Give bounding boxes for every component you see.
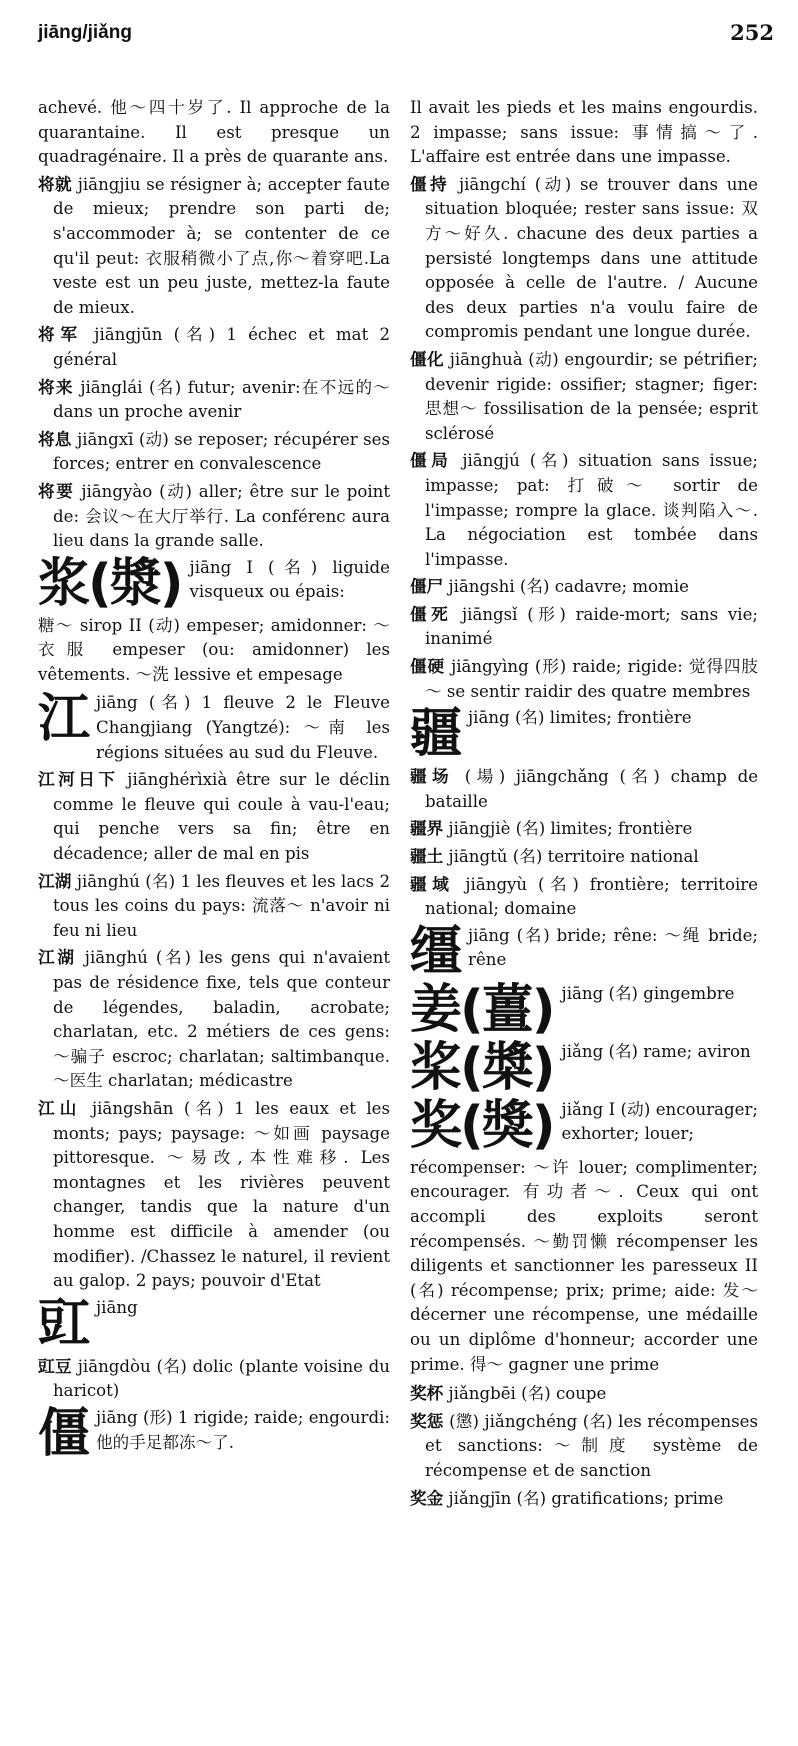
head-character: 缰 — [410, 923, 461, 980]
head-definition: jiāng — [96, 1297, 138, 1317]
head-character-entry — [410, 924, 758, 980]
entry-definition: jiāngtǔ (名) territoire national — [443, 847, 699, 867]
entry-headword: 江湖 — [38, 947, 77, 968]
head-character-entry — [38, 691, 390, 765]
head-character: 江 — [38, 691, 89, 750]
entry-continuation: Il avait les pieds et les mains engourdis. 2 impasse; sans issue: 事情搞～了. L'affaire est entrée dans une impasse. — [410, 98, 758, 167]
dictionary-entry — [410, 1486, 758, 1512]
entry-definition: jiāngjūn (名) 1 échec et mat 2 général — [53, 325, 391, 369]
entry-headword: 将来 — [38, 376, 74, 397]
entry-headword: 豇豆 — [38, 1355, 73, 1376]
entry-definition: jiāngsǐ (形) raide-mort; sans vie; inanimé — [425, 604, 758, 649]
entry-definition: jiǎngjīn (名) gratifications; prime — [443, 1488, 724, 1508]
dictionary-entry — [410, 448, 758, 572]
entry-headword: 僵硬 — [410, 656, 445, 677]
entry-definition: jiǎngbēi (名) coupe — [443, 1384, 607, 1404]
dictionary-entry — [410, 844, 758, 870]
head-definition: jiāng I (名) liguide visqueux ou épais: — [189, 557, 390, 602]
entry-definition: jiānghú (名) 1 les fleuves et les lacs 2 tous les coins du pays: 流落～ n'avoir ni feu ni lieu — [53, 871, 390, 940]
head-definition: jiāng (形) 1 rigide; raide; engourdi: 他的手足都冻～了. — [96, 1407, 390, 1452]
entry-headword: 疆土 — [410, 846, 444, 867]
dictionary-entry — [410, 1381, 758, 1407]
entry-headword: 僵化 — [410, 348, 445, 369]
entry-headword: 疆界 — [410, 818, 444, 839]
page-number: 252 — [730, 20, 774, 45]
head-character: 僵 — [38, 1405, 89, 1462]
head-character-entry — [410, 706, 758, 762]
head-definition-continued: récompenser: ～许 louer; complimenter; encourager. 有功者～. Ceux qui ont accompli des exploits seront récompensés. ～勤罚懒 récompenser les diligents et sanctionner les paresseux II (名) récompense; prix; prime; aide: 发～ décerner une récompense, une médaille ou un diplôme d'honneur; accorder une prime. 得～ gagner une prime — [410, 1157, 758, 1374]
entry-definition: jiāngshi (名) cadavre; momie — [443, 577, 689, 597]
entry-headword: 僵尸 — [410, 576, 444, 597]
head-definition: jiāng (名) bride; rêne: ～绳 bride; rêne — [468, 925, 758, 970]
entry-headword: 江河日下 — [38, 769, 119, 790]
head-character: 豇 — [38, 1295, 89, 1352]
entry-headword: 将就 — [38, 173, 73, 194]
dictionary-entry — [410, 172, 758, 345]
dictionary-entry — [38, 322, 390, 372]
head-character-entry — [410, 1098, 758, 1154]
entry-definition: jiāngchí (动) se trouver dans une situation bloquée; rester sans issue: 双方～好久. chacune des deux parties a persisté longtemps dans une attitude opposée à celle de l'autre. / Aucune des deux parties n'a voulu faire de compromis pendant une longue durée. — [425, 174, 759, 342]
entry-headword: 僵死 — [410, 603, 453, 624]
dictionary-entry — [410, 654, 758, 704]
dictionary-entry — [38, 479, 390, 554]
entry-definition: jiāngshān (名) 1 les eaux et les monts; pays; paysage: ～如画 paysage pittoresque. ～易改,本性难移. Les montagnes et les rivières peuvent changer, tandis que la nature d'un homme est difficile à amender (ou modifier). /Chassez le naturel, il revient au galop. 2 pays; pouvoir d'Etat — [53, 1098, 391, 1291]
entry-continuation: achevé. 他～四十岁了. Il approche de la quarantaine. Il est presque un quadragénaire. Il a près de quarante ans. — [38, 98, 390, 167]
running-head: jiāng/jiǎng — [38, 22, 132, 43]
entry-headword: 疆域 — [410, 873, 455, 894]
dictionary-entry — [410, 764, 758, 814]
entry-definition: jiāngyào (动) aller; être sur le point de: 会议～在大厅举行. La conférenc aura lieu dans la grande salle. — [53, 481, 391, 551]
head-definition: jiǎng I (动) encourager; exhorter; louer; — [561, 1099, 758, 1144]
head-character: 奖(獎) — [410, 1097, 554, 1154]
head-definition: jiāng (名) limites; frontière — [468, 708, 692, 728]
entry-definition: jiānglái (名) futur; avenir:在不远的～ dans un proche avenir — [53, 377, 390, 422]
entry-headword: 僵局 — [410, 450, 453, 471]
entry-definition: jiāngjiè (名) limites; frontière — [443, 819, 693, 839]
entry-headword: 将军 — [38, 324, 84, 345]
head-character-entry — [38, 1296, 390, 1352]
head-character-entry — [410, 1040, 758, 1096]
dictionary-entry — [38, 427, 390, 477]
entry-definition: jiāngjú (名) situation sans issue; impasse; pat: 打破～ sortir de l'impasse; rompre la glace. 谈判陷入～. La négociation est tombée dans l'impasse. — [425, 451, 758, 569]
dictionary-entry — [410, 347, 758, 446]
head-character: 桨(槳) — [410, 1039, 554, 1096]
dictionary-entry — [410, 816, 758, 842]
entry-definition: jiāngdòu (名) dolic (plante voisine du haricot) — [53, 1356, 390, 1401]
entry-definition: jiānghérìxià être sur le déclin comme le fleuve qui coule à vau-l'eau; qui penche vers sa fin; être en décadence; aller de mal en pis — [53, 770, 391, 864]
dictionary-entry — [38, 1354, 390, 1404]
dictionary-entry — [410, 1409, 758, 1484]
head-definition-continued: 糖～ sirop II (动) empeser; amidonner: ～衣服 empeser (ou: amidonner) les vêtements. ～洗 lessive et empesage — [38, 615, 390, 684]
head-character: 姜(薑) — [410, 981, 554, 1038]
head-character: 浆(漿) — [38, 555, 182, 612]
head-character-entry — [38, 1406, 390, 1462]
dictionary-entry — [38, 945, 390, 1094]
entry-headword: 疆场 — [410, 766, 455, 787]
dictionary-entry — [410, 602, 758, 652]
entry-headword: 将息 — [38, 428, 72, 449]
entry-headword: 江湖 — [38, 870, 72, 891]
head-definition: jiāng (名) 1 fleuve 2 le Fleuve Changjiang (Yangtzé): ～南 les régions situées au sud du Fleuve. — [96, 693, 390, 762]
head-definition: jiāng (名) gingembre — [561, 983, 735, 1003]
entry-definition: jiāngyù (名) frontière; territoire national; domaine — [425, 874, 758, 919]
dictionary-entry — [410, 872, 758, 922]
entry-definition: jiāngjiu se résigner à; accepter faute de mieux; prendre son parti de; s'accommoder à; se contenter de ce qu'il peut: 衣服稍微小了点,你～着穿吧.La veste est un peu juste, mettez-la faute de mieux. — [53, 174, 391, 317]
dictionary-entry — [38, 1096, 390, 1294]
head-character: 疆 — [410, 706, 461, 763]
dictionary-entry — [38, 767, 390, 866]
entry-headword: 奖杯 — [410, 1383, 444, 1404]
entry-definition: jiānghú (名) les gens qui n'avaient pas de résidence fixe, tels que conteur de légendes, baladin, acrobate; charlatan, etc. 2 métiers de ces gens: ～骗子 escroc; charlatan; saltimbanque. ～医生 charlatan; médicastre — [53, 948, 391, 1091]
entry-definition: (懲) jiǎngchéng (名) les récompenses et sanctions:～制度 système de récompense et de sanction — [425, 1411, 758, 1480]
dictionary-entry — [38, 375, 390, 425]
entry-headword: 将要 — [38, 480, 75, 501]
entry-headword: 奖金 — [410, 1487, 444, 1508]
entry-headword: 江山 — [38, 1097, 82, 1118]
dictionary-entry — [38, 172, 390, 321]
entry-definition: jiānghuà (动) engourdir; se pétrifier; devenir rigide: ossifier; stagner; figer: 思想～ fossilisation de la pensée; esprit sclérosé — [425, 349, 759, 443]
head-character-entry — [38, 556, 390, 612]
dictionary-entry — [38, 869, 390, 944]
entry-headword: 僵持 — [410, 173, 451, 194]
head-character-entry — [410, 982, 758, 1038]
entry-definition: (場) jiāngchǎng (名) champ de bataille — [425, 767, 759, 811]
entry-headword: 奖惩 — [410, 1410, 444, 1431]
left-column — [38, 96, 390, 1464]
entry-definition: jiāngxī (动) se reposer; récupérer ses forces; entrer en convalescence — [53, 429, 390, 474]
dictionary-entry — [410, 574, 758, 600]
head-definition: jiǎng (名) rame; aviron — [561, 1041, 751, 1061]
entry-definition: jiāngyìng (形) raide; rigide: 觉得四肢～ se sentir raidir des quatre membres — [425, 657, 758, 701]
right-column — [410, 96, 758, 1513]
